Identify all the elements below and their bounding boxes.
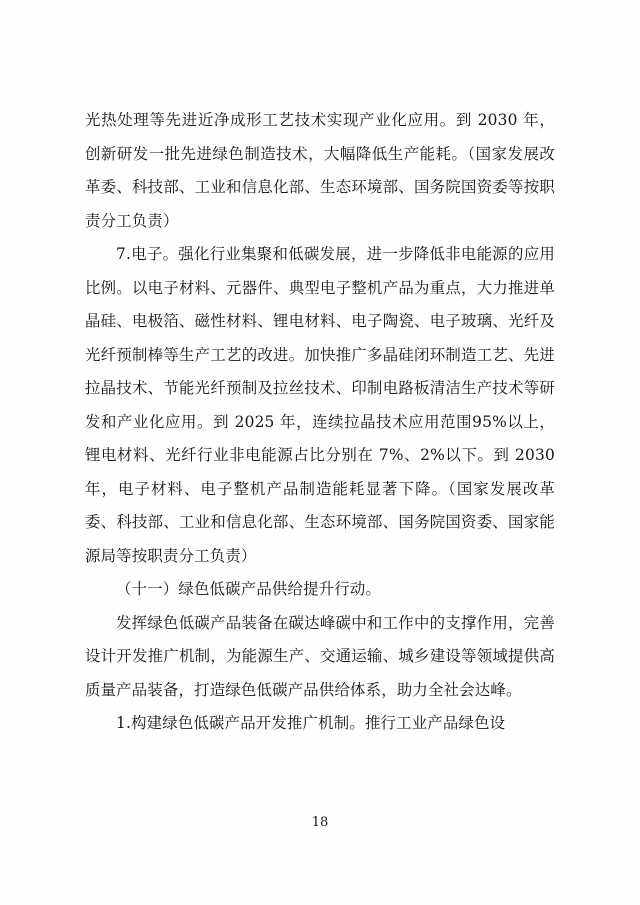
paragraph-2: 7.电子。强化行业集聚和低碳发展，进一步降低非电能源的应用比例。以电子材料、元器件、典型电子整机产品为重点，大力推进单晶硅、电极箔、磁性材料、锂电材料、电子陶瓷、电子玻璃、光纤及光纤预制棒等生产工艺的改进。加快推广多晶硅闭环制造工艺、先进拉晶技术、节能光纤预制及拉丝技术、印制电路板清洁生产技术等研发和产业化应用。到 2025 年，连续拉晶技术应用范围95%以上，锂电材料、光纤行业非电能源占比分别在 7%、2%以下。到 2030 年，电子材料、电子整机产品制造能耗显著下降。（国家发展改革委、科技部、工业和信息化部、生态环境部、国务院国资委、国家能源局等按职责分工负责） <box>85 245 555 565</box>
page-number: 18 <box>311 815 329 830</box>
paragraph-4: 发挥绿色低碳产品装备在碳达峰碳中和工作中的支撑作用，完善设计开发推广机制，为能源生产、交通运输、城乡建设等领域提供高质量产品装备，打造绿色低碳产品供给体系，助力全社会达峰。 <box>85 613 555 699</box>
paragraph-1: 光热处理等先进近净成形工艺技术实现产业化应用。到 2030 年，创新研发一批先进绿色制造技术，大幅降低生产能耗。（国家发展改革委、科技部、工业和信息化部、生态环境部、国务院国资委等按职责分工负责） <box>85 111 555 230</box>
paragraph-5: 1.构建绿色低碳产品开发推广机制。推行工业产品绿色设 <box>116 714 506 732</box>
document-body <box>85 104 555 741</box>
paragraph-3: （十一）绿色低碳产品供给提升行动。 <box>116 580 382 598</box>
